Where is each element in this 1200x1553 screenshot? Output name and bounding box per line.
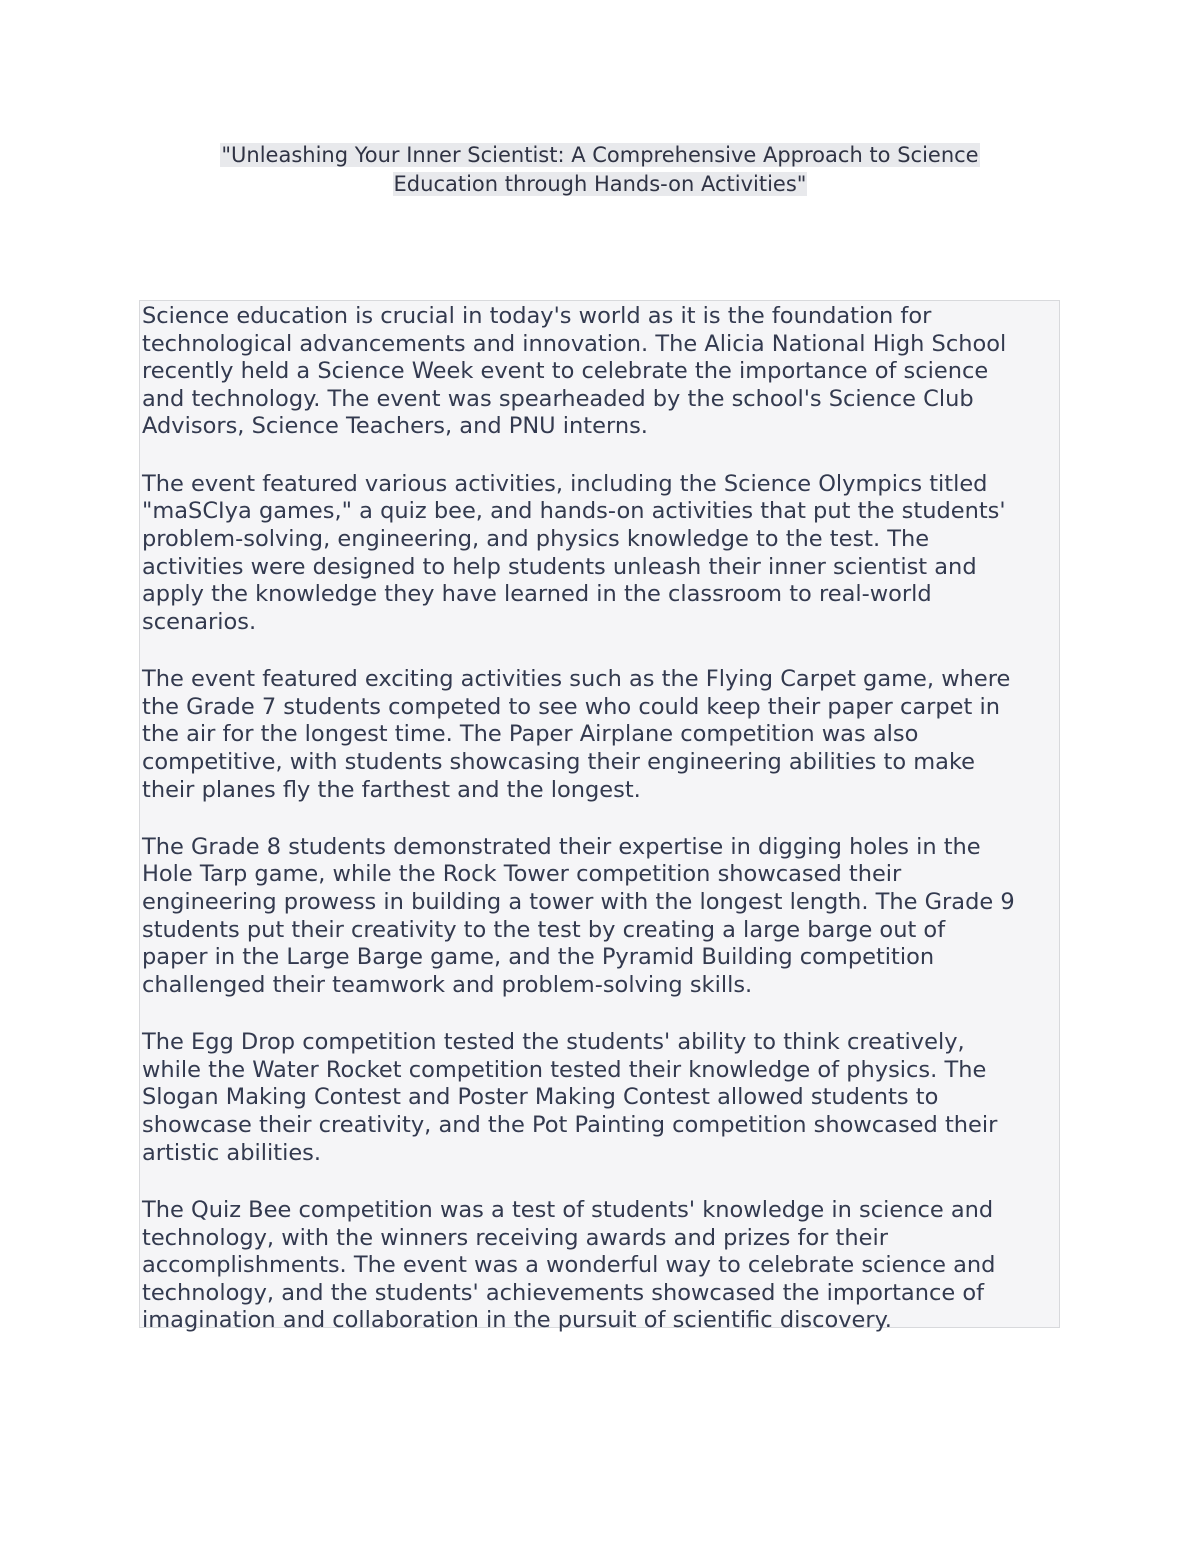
paragraph-competitions bbox=[142, 1029, 1059, 1167]
text-line: paper in the Large Barge game, and the Pyramid Building competition bbox=[142, 944, 935, 971]
text-line: "maSCIya games," a quiz bee, and hands-on activities that put the students' bbox=[142, 498, 1006, 525]
text-line: engineering prowess in building a tower with the longest length. The Grade 9 bbox=[142, 889, 1015, 916]
document-title bbox=[150, 141, 1050, 199]
paragraph-grade-7 bbox=[142, 666, 1059, 804]
text-line: competitive, with students showcasing their engineering abilities to make bbox=[142, 748, 976, 775]
text-line: artistic abilities. bbox=[142, 1139, 322, 1166]
text-line: The Grade 8 students demonstrated their expertise in digging holes in the bbox=[142, 833, 981, 860]
text-line: the air for the longest time. The Paper Airplane competition was also bbox=[142, 721, 919, 748]
paragraph-grade-8-9 bbox=[142, 834, 1059, 1000]
text-line: The Egg Drop competition tested the students' ability to think creatively, bbox=[142, 1029, 965, 1056]
text-line: imagination and collaboration in the pursuit of scientific discovery. bbox=[142, 1307, 892, 1334]
text-line: recently held a Science Week event to celebrate the importance of science bbox=[142, 358, 989, 385]
text-line: problem-solving, engineering, and physics knowledge to the test. The bbox=[142, 525, 930, 552]
text-line: Hole Tarp game, while the Rock Tower competition showcased their bbox=[142, 861, 902, 888]
article-body bbox=[139, 300, 1060, 1334]
text-line: challenged their teamwork and problem-solving skills. bbox=[142, 971, 753, 998]
text-line: technology, and the students' achievements showcased the importance of bbox=[142, 1279, 985, 1306]
paragraph-conclusion bbox=[142, 1197, 1059, 1335]
text-line: Advisors, Science Teachers, and PNU interns. bbox=[142, 413, 648, 440]
text-line: while the Water Rocket competition tested their knowledge of physics. The bbox=[142, 1056, 987, 1083]
text-line: The Quiz Bee competition was a test of students' knowledge in science and bbox=[142, 1197, 994, 1224]
paragraph-activities bbox=[142, 471, 1059, 637]
text-line: The event featured exciting activities such as the Flying Carpet game, where bbox=[142, 666, 1011, 693]
text-line: technology, with the winners receiving awards and prizes for their bbox=[142, 1224, 888, 1251]
text-line: the Grade 7 students competed to see who could keep their paper carpet in bbox=[142, 693, 1000, 720]
text-line: their planes fly the farthest and the longest. bbox=[142, 776, 641, 803]
text-line: The event featured various activities, including the Science Olympics titled bbox=[142, 470, 988, 497]
text-line: Science education is crucial in today's world as it is the foundation for bbox=[142, 303, 932, 329]
text-line: showcase their creativity, and the Pot Painting competition showcased their bbox=[142, 1112, 998, 1139]
text-line: accomplishments. The event was a wonderful way to celebrate science and bbox=[142, 1252, 996, 1279]
paragraph-intro bbox=[142, 303, 1059, 441]
text-line: students put their creativity to the test by creating a large barge out of bbox=[142, 916, 946, 943]
text-line: technological advancements and innovation. The Alicia National High School bbox=[142, 330, 1007, 357]
text-line: activities were designed to help students unleash their inner scientist and bbox=[142, 553, 977, 580]
text-line: and technology. The event was spearheaded by the school's Science Club bbox=[142, 385, 974, 412]
title-line-2: Education through Hands-on Activities" bbox=[393, 172, 807, 196]
text-line: apply the knowledge they have learned in the classroom to real-world bbox=[142, 581, 932, 608]
title-line-1: "Unleashing Your Inner Scientist: A Comprehensive Approach to Science bbox=[221, 143, 979, 167]
text-line: scenarios. bbox=[142, 608, 257, 635]
text-line: Slogan Making Contest and Poster Making Contest allowed students to bbox=[142, 1084, 939, 1111]
